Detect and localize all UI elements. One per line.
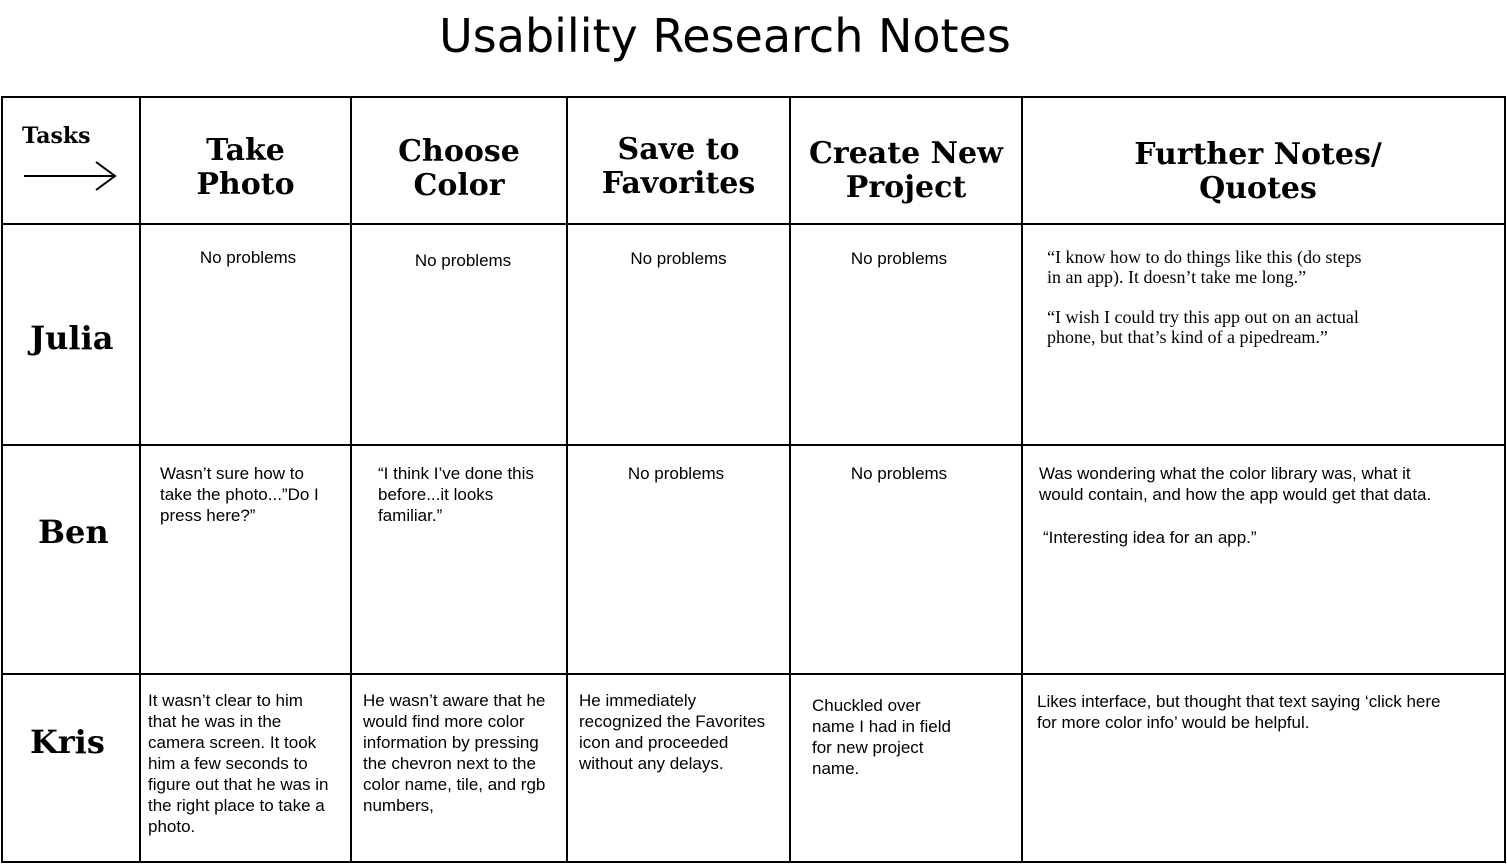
column-divider <box>350 96 352 863</box>
column-header-create-project: Create New Project <box>809 136 1003 205</box>
column-header-choose-color: Choose Color <box>398 134 520 203</box>
cell-kris-note-1: Likes interface, but thought that text saying ‘click here for more color info’ would be helpful. <box>1037 692 1441 732</box>
cell-kris-take-photo: It wasn’t clear to him that he was in the camera screen. It took him a few seconds to figure out that he was in the right place to take a photo. <box>148 691 329 836</box>
cell-julia-take-photo: No problems <box>199 248 297 267</box>
cell-julia-choose-color: No problems <box>414 251 512 270</box>
participant-name-ben: Ben <box>38 513 109 551</box>
right-arrow-icon <box>24 160 118 192</box>
participant-name-julia: Julia <box>30 319 114 357</box>
cell-julia-create-project: No problems <box>850 249 948 268</box>
column-header-take-photo: Take Photo <box>196 133 295 202</box>
tasks-label: Tasks <box>22 123 91 149</box>
row-divider <box>1 673 1506 675</box>
row-divider <box>1 444 1506 446</box>
cell-kris-save-favorites: He immediately recognized the Favorites icon and proceeded without any delays. <box>579 691 766 773</box>
cell-ben-note-2: “Interesting idea for an app.” <box>1043 528 1257 547</box>
participant-name-kris: Kris <box>30 723 105 761</box>
cell-ben-save-favorites: No problems <box>627 464 725 483</box>
column-divider <box>1021 96 1023 863</box>
cell-ben-create-project: No problems <box>850 464 948 483</box>
column-header-further-notes: Further Notes/ Quotes <box>1134 137 1382 206</box>
cell-julia-note-2: “I wish I could try this app out on an actual phone, but that’s kind of a pipedream.” <box>1047 307 1359 347</box>
cell-julia-note-1: “I know how to do things like this (do steps in an app). It doesn’t take me long.” <box>1047 247 1362 287</box>
cell-julia-save-favorites: No problems <box>630 249 727 268</box>
cell-kris-create-project: Chuckled over name I had in field for new project name. <box>812 696 951 778</box>
cell-ben-choose-color: “I think I’ve done this before...it looks familiar.” <box>378 464 534 525</box>
column-header-save-favorites: Save to Favorites <box>601 132 756 201</box>
cell-kris-choose-color: He wasn’t aware that he would find more color information by pressing the chevron next to the color name, tile, and rgb numbers, <box>363 691 546 815</box>
cell-ben-note-1: Was wondering what the color library was, what it would contain, and how the app would get that data. <box>1039 464 1432 504</box>
column-divider <box>139 96 141 863</box>
cell-ben-take-photo: Wasn’t sure how to take the photo...”Do I press here?” <box>160 464 319 525</box>
row-divider <box>1 223 1506 225</box>
page-title: Usability Research Notes <box>439 9 1011 63</box>
